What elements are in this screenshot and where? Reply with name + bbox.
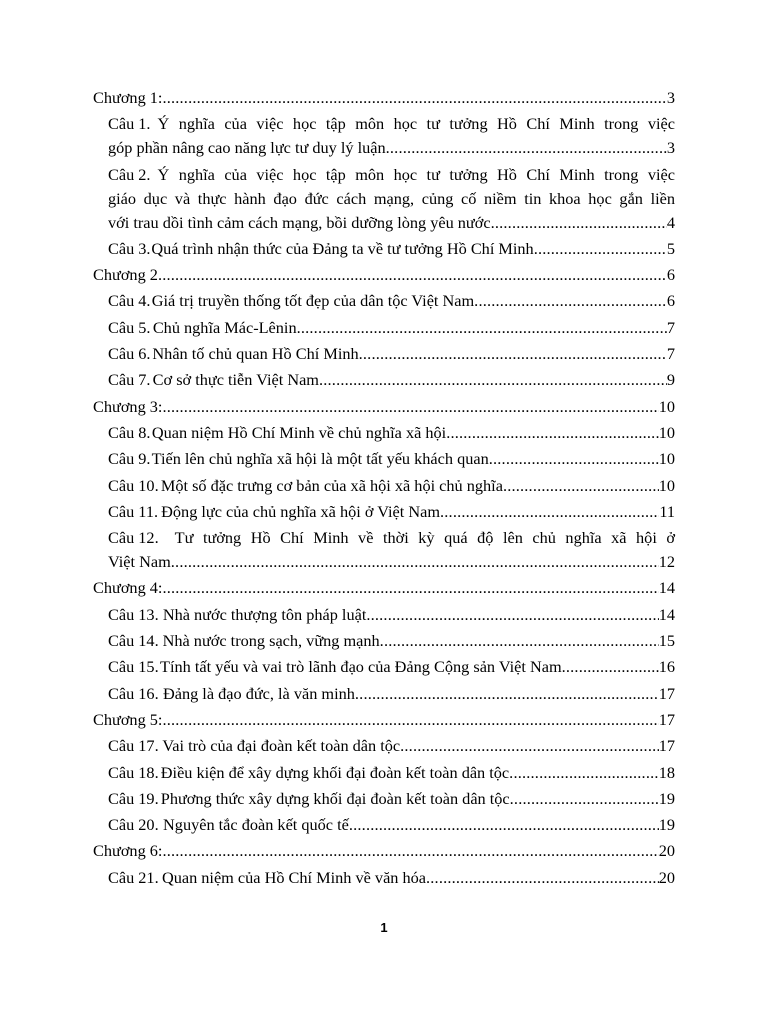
chapter-label: Chương 6:: [93, 841, 163, 861]
dot-leader: [162, 395, 658, 419]
page-number: 10: [658, 449, 675, 469]
dot-leader: [446, 421, 659, 445]
toc-question-entry[interactable]: [93, 500, 675, 524]
question-label: Nguyên tắc đoàn kết quốc tế: [163, 815, 349, 835]
page-number: 6: [666, 291, 675, 311]
page-number: 18: [658, 762, 675, 782]
page-number: 10: [658, 396, 675, 416]
dot-leader: [503, 474, 659, 498]
dot-leader: [426, 866, 659, 890]
question-label: Quan niệm của Hồ Chí Minh về văn hóa: [161, 867, 427, 887]
question-label: Quá trình nhận thức của Đảng ta về tư tưởng Hồ Chí Minh: [151, 238, 534, 258]
question-number: Câu 4.: [108, 291, 151, 311]
question-label: Điều kiện để xây dựng khối đại đoàn kết toàn dân tộc: [160, 762, 510, 782]
question-label: Đảng là đạo đức, là văn minh: [162, 683, 355, 703]
question-label: Vai trò của đại đoàn kết toàn dân tộc: [162, 736, 401, 756]
question-label-line: góp phần nâng cao năng lực tư duy lý luận: [108, 138, 386, 158]
toc-question-entry[interactable]: [93, 761, 675, 785]
page-number: 12: [658, 552, 675, 572]
question-number: Câu 7.: [108, 370, 151, 390]
dot-leader: [359, 342, 667, 366]
page-number: 15: [658, 631, 675, 651]
footer-page-number: 1: [380, 920, 388, 935]
dot-leader: [162, 839, 658, 863]
dot-leader: [534, 237, 667, 261]
toc-question-entry[interactable]: [93, 289, 675, 313]
question-number: Câu 3.: [108, 238, 151, 258]
toc-question-entry[interactable]: [93, 734, 675, 758]
question-label: Nhân tố chủ quan Hồ Chí Minh: [152, 344, 359, 364]
dot-leader: [366, 603, 658, 627]
question-label-line: Ý nghĩa của việc học tập môn học tư tưởng Hồ Chí Minh trong việc: [157, 164, 675, 184]
question-number: Câu 5.: [108, 317, 151, 337]
toc-question-entry[interactable]: [93, 682, 675, 706]
toc-question-entry[interactable]: [93, 421, 675, 445]
toc-question-entry[interactable]: [93, 163, 675, 235]
page-number: 14: [658, 578, 675, 598]
dot-leader: [440, 500, 659, 524]
question-label: Nhà nước thượng tôn pháp luật: [162, 604, 367, 624]
page-number: 19: [658, 815, 675, 835]
chapter-label: Chương 4:: [93, 578, 163, 598]
toc-question-entry[interactable]: [93, 787, 675, 811]
page-number: 7: [666, 344, 675, 364]
dot-leader: [474, 289, 667, 313]
chapter-label: Chương 2: [93, 265, 158, 285]
question-number: Câu 1.: [108, 114, 151, 134]
question-label-line: giáo dục và thực hành đạo đức cách mạng, củng cố niềm tin khoa học gắn liền: [108, 188, 675, 208]
dot-leader: [380, 629, 659, 653]
page-number: 10: [658, 475, 675, 495]
dot-leader: [319, 368, 667, 392]
toc-chapter-entry[interactable]: [93, 395, 675, 419]
page-number: 17: [658, 736, 675, 756]
toc-question-entry[interactable]: [93, 813, 675, 837]
question-number: Câu 10.: [108, 475, 159, 495]
dot-leader: [400, 734, 659, 758]
question-number: Câu 14.: [108, 631, 159, 651]
toc-chapter-entry[interactable]: [93, 708, 675, 732]
question-label-line: Tư tưởng Hồ Chí Minh về thời kỳ quá độ lên chủ nghĩa xã hội ở: [174, 528, 675, 548]
question-label-line: Việt Nam: [108, 552, 171, 572]
dot-leader: [355, 682, 659, 706]
toc-question-entry[interactable]: [93, 316, 675, 340]
question-number: Câu 21.: [108, 867, 159, 887]
dot-leader: [158, 263, 667, 287]
question-label: Quan niệm Hồ Chí Minh về chủ nghĩa xã hội: [151, 422, 447, 442]
toc-question-entry[interactable]: [93, 342, 675, 366]
dot-leader: [162, 576, 658, 600]
dot-leader: [489, 447, 659, 471]
page-number: 16: [658, 657, 675, 677]
question-number: Câu 16.: [108, 683, 159, 703]
page-number: 20: [658, 867, 675, 887]
page-number: 11: [659, 501, 675, 521]
question-label: Tiến lên chủ nghĩa xã hội là một tất yếu khách quan: [151, 449, 489, 469]
page-number: 6: [666, 265, 675, 285]
page-number: 5: [666, 238, 675, 258]
table-of-contents: [93, 86, 675, 892]
dot-leader: [510, 787, 659, 811]
question-number: Câu 11.: [108, 501, 159, 521]
page-number: 3: [666, 138, 675, 158]
toc-question-entry[interactable]: [93, 474, 675, 498]
question-number: Câu 17.: [108, 736, 159, 756]
dot-leader: [562, 655, 659, 679]
toc-question-entry[interactable]: [93, 655, 675, 679]
page-number: 19: [658, 788, 675, 808]
question-number: Câu 13.: [108, 604, 159, 624]
chapter-label: Chương 1:: [93, 88, 163, 107]
page-number: 14: [658, 604, 675, 624]
question-number: Câu 8.: [108, 422, 151, 442]
page-number: 4: [666, 212, 675, 232]
question-number: Câu 12.: [108, 528, 159, 548]
page-number: 3: [666, 88, 675, 107]
toc-chapter-entry[interactable]: [93, 576, 675, 600]
dot-leader: [171, 550, 659, 574]
question-label: Tính tất yếu và vai trò lãnh đạo của Đảng Cộng sản Việt Nam: [160, 657, 562, 677]
question-number: Câu 20.: [108, 815, 159, 835]
dot-leader: [162, 86, 666, 110]
question-number: Câu 19.: [108, 788, 159, 808]
question-label: Cơ sở thực tiễn Việt Nam: [152, 370, 319, 390]
question-label: Phương thức xây dựng khối đại đoàn kết toàn dân tộc: [160, 788, 510, 808]
toc-question-entry[interactable]: [93, 526, 675, 574]
toc-question-entry[interactable]: [93, 447, 675, 471]
dot-leader: [491, 211, 667, 235]
toc-chapter-entry[interactable]: [93, 839, 675, 863]
page-number: 17: [658, 683, 675, 703]
question-number: Câu 9.: [108, 449, 151, 469]
toc-question-entry[interactable]: [93, 629, 675, 653]
page-number: 17: [658, 709, 675, 729]
page-number: 9: [666, 370, 675, 390]
question-label: Động lực của chủ nghĩa xã hội ở Việt Nam: [161, 501, 441, 521]
question-number: Câu 6.: [108, 344, 151, 364]
question-number: Câu 18.: [108, 762, 159, 782]
dot-leader: [509, 761, 659, 785]
question-label: Nhà nước trong sạch, vững mạnh: [162, 631, 380, 651]
dot-leader: [349, 813, 659, 837]
question-label-line: Ý nghĩa của việc học tập môn học tư tưởng Hồ Chí Minh trong việc: [157, 114, 675, 134]
toc-question-entry[interactable]: [93, 866, 675, 890]
dot-leader: [297, 316, 667, 340]
question-label: Một số đặc trưng cơ bản của xã hội xã hội chủ nghĩa: [160, 475, 503, 495]
question-label-line: với trau dồi tình cảm cách mạng, bồi dưỡng lòng yêu nước: [108, 212, 491, 232]
chapter-label: Chương 5:: [93, 709, 163, 729]
dot-leader: [162, 708, 658, 732]
toc-chapter-entry[interactable]: [93, 263, 675, 287]
toc-question-entry[interactable]: [93, 237, 675, 261]
toc-question-entry[interactable]: [93, 368, 675, 392]
dot-leader: [386, 136, 667, 160]
question-number: Câu 2.: [108, 164, 151, 184]
toc-chapter-entry[interactable]: [93, 86, 675, 110]
page-number: 10: [658, 422, 675, 442]
question-label: Giá trị truyền thống tốt đẹp của dân tộc Việt Nam: [151, 291, 475, 311]
page-number: 20: [658, 841, 675, 861]
question-number: Câu 15.: [108, 657, 159, 677]
chapter-label: Chương 3:: [93, 396, 163, 416]
question-label: Chủ nghĩa Mác-Lênin: [152, 317, 297, 337]
toc-question-entry[interactable]: [93, 603, 675, 627]
toc-question-entry[interactable]: [93, 112, 675, 160]
page-number: 7: [666, 317, 675, 337]
